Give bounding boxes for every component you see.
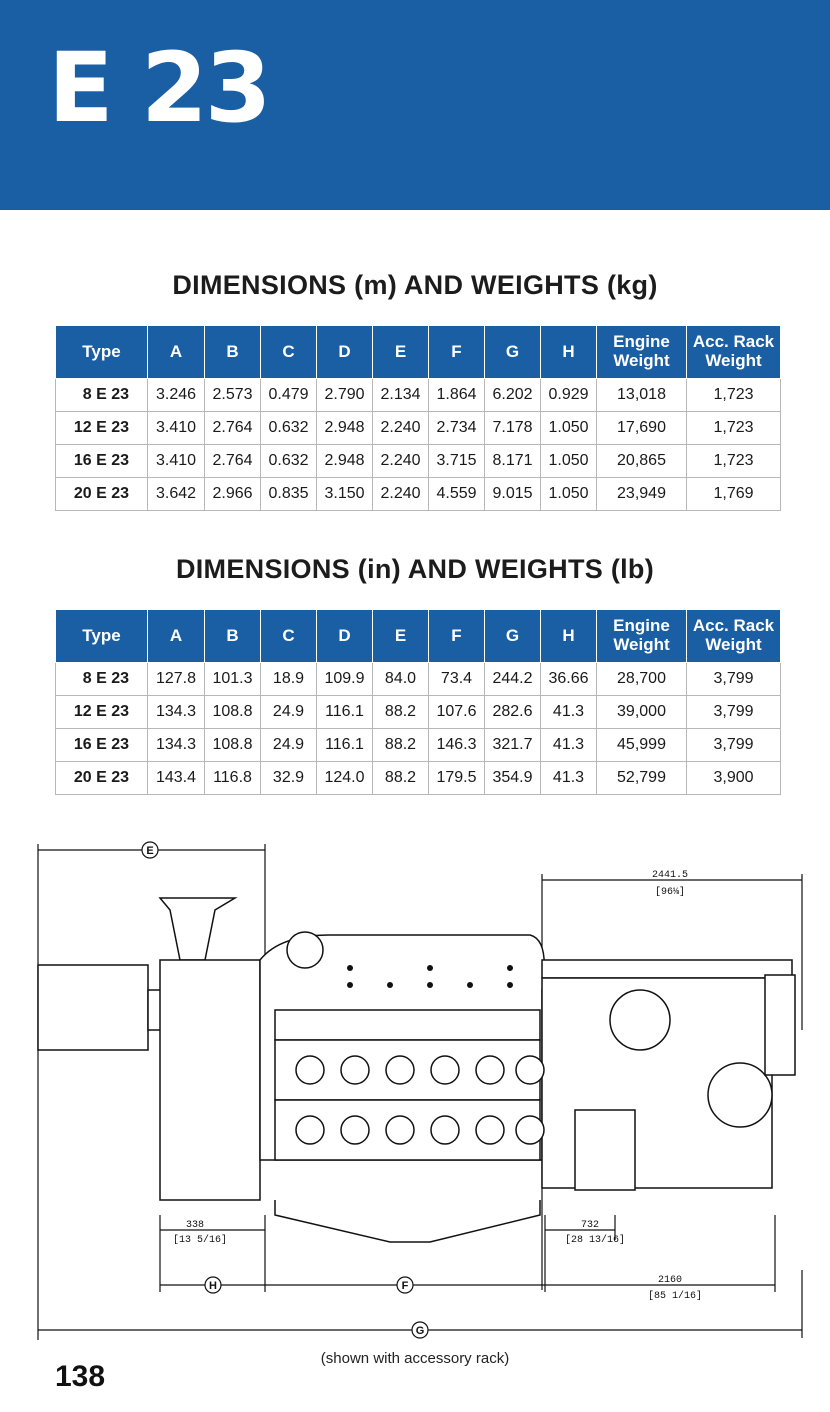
value-cell: 282.6 xyxy=(485,696,541,729)
value-cell: 41.3 xyxy=(541,729,597,762)
column-header: Type xyxy=(56,610,148,663)
value-cell: 52,799 xyxy=(597,762,687,795)
value-cell: 116.1 xyxy=(317,729,373,762)
value-cell: 23,949 xyxy=(597,478,687,511)
dimension-label-f: F xyxy=(401,1280,409,1292)
column-header: G xyxy=(485,326,541,379)
value-cell: 107.6 xyxy=(429,696,485,729)
value-cell: 2.948 xyxy=(317,445,373,478)
imperial-table-title: DIMENSIONS (in) AND WEIGHTS (lb) xyxy=(175,554,655,584)
value-cell: 84.0 xyxy=(373,663,429,696)
value-cell: 116.8 xyxy=(205,762,261,795)
value-cell: 3,900 xyxy=(687,762,781,795)
value-cell: 1.050 xyxy=(541,478,597,511)
value-cell: 3,799 xyxy=(687,696,781,729)
value-cell: 2.764 xyxy=(205,412,261,445)
value-cell: 109.9 xyxy=(317,663,373,696)
value-cell: 45,999 xyxy=(597,729,687,762)
column-header: G xyxy=(485,610,541,663)
value-cell: 1.864 xyxy=(429,379,485,412)
table-row xyxy=(56,762,781,795)
value-cell: 321.7 xyxy=(485,729,541,762)
value-cell: 41.3 xyxy=(541,696,597,729)
dimension-label-g: G xyxy=(415,1325,425,1337)
value-cell: 0.929 xyxy=(541,379,597,412)
column-header: A xyxy=(148,610,205,663)
column-header: F xyxy=(429,610,485,663)
column-header: Engine Weight xyxy=(597,326,687,379)
page-title: E 23 xyxy=(48,32,269,144)
table-row xyxy=(56,696,781,729)
engine-type-cell: 16 E 23 xyxy=(56,445,148,478)
value-cell: 127.8 xyxy=(148,663,205,696)
dimension-2160-in: [85 1/16] xyxy=(647,1291,703,1302)
value-cell: 1,769 xyxy=(687,478,781,511)
value-cell: 1,723 xyxy=(687,379,781,412)
engine-dimension-drawing xyxy=(30,830,810,1350)
value-cell: 2.966 xyxy=(205,478,261,511)
value-cell: 3,799 xyxy=(687,663,781,696)
value-cell: 6.202 xyxy=(485,379,541,412)
value-cell: 108.8 xyxy=(205,729,261,762)
value-cell: 1.050 xyxy=(541,412,597,445)
dimension-338: 338 xyxy=(185,1220,205,1231)
value-cell: 88.2 xyxy=(373,696,429,729)
value-cell: 2.134 xyxy=(373,379,429,412)
column-header: E xyxy=(373,326,429,379)
value-cell: 0.479 xyxy=(261,379,317,412)
value-cell: 2.948 xyxy=(317,412,373,445)
column-header: A xyxy=(148,326,205,379)
table-row xyxy=(56,729,781,762)
value-cell: 36.66 xyxy=(541,663,597,696)
value-cell: 3.410 xyxy=(148,412,205,445)
value-cell: 4.559 xyxy=(429,478,485,511)
column-header: H xyxy=(541,326,597,379)
value-cell: 3.246 xyxy=(148,379,205,412)
column-header: D xyxy=(317,610,373,663)
engine-type-cell: 12 E 23 xyxy=(56,696,148,729)
engine-type-cell: 12 E 23 xyxy=(56,412,148,445)
column-header: Type xyxy=(56,326,148,379)
column-header: C xyxy=(261,610,317,663)
value-cell: 20,865 xyxy=(597,445,687,478)
value-cell: 108.8 xyxy=(205,696,261,729)
value-cell: 2.240 xyxy=(373,478,429,511)
value-cell: 18.9 xyxy=(261,663,317,696)
column-header: Acc. Rack Weight xyxy=(687,326,781,379)
value-cell: 28,700 xyxy=(597,663,687,696)
value-cell: 41.3 xyxy=(541,762,597,795)
dimension-338-in: [13 5/16] xyxy=(172,1235,228,1246)
dimension-label-h: H xyxy=(209,1280,217,1292)
metric-table xyxy=(55,325,781,511)
value-cell: 101.3 xyxy=(205,663,261,696)
value-cell: 0.632 xyxy=(261,445,317,478)
value-cell: 2.240 xyxy=(373,412,429,445)
value-cell: 354.9 xyxy=(485,762,541,795)
value-cell: 2.790 xyxy=(317,379,373,412)
column-header: E xyxy=(373,610,429,663)
value-cell: 24.9 xyxy=(261,696,317,729)
column-header: B xyxy=(205,610,261,663)
dimension-label-e: E xyxy=(146,845,154,857)
engine-type-cell: 20 E 23 xyxy=(56,762,148,795)
value-cell: 2.764 xyxy=(205,445,261,478)
value-cell: 8.171 xyxy=(485,445,541,478)
value-cell: 24.9 xyxy=(261,729,317,762)
value-cell: 244.2 xyxy=(485,663,541,696)
value-cell: 1,723 xyxy=(687,412,781,445)
engine-outline xyxy=(38,898,795,1242)
imperial-table xyxy=(55,609,781,795)
dimension-2441-in: [96⅛] xyxy=(654,887,686,898)
value-cell: 143.4 xyxy=(148,762,205,795)
value-cell: 1.050 xyxy=(541,445,597,478)
value-cell: 134.3 xyxy=(148,696,205,729)
value-cell: 7.178 xyxy=(485,412,541,445)
value-cell: 32.9 xyxy=(261,762,317,795)
dimension-2160: 2160 xyxy=(657,1275,683,1286)
metric-table-title: DIMENSIONS (m) AND WEIGHTS (kg) xyxy=(172,270,658,300)
engine-type-cell: 8 E 23 xyxy=(56,379,148,412)
table-header-row xyxy=(56,610,781,663)
dimension-732-in: [28 13/16] xyxy=(564,1235,626,1246)
engine-type-cell: 16 E 23 xyxy=(56,729,148,762)
table-row xyxy=(56,478,781,511)
value-cell: 2.573 xyxy=(205,379,261,412)
column-header: B xyxy=(205,326,261,379)
value-cell: 13,018 xyxy=(597,379,687,412)
value-cell: 0.835 xyxy=(261,478,317,511)
column-header: Acc. Rack Weight xyxy=(687,610,781,663)
value-cell: 0.632 xyxy=(261,412,317,445)
value-cell: 3.715 xyxy=(429,445,485,478)
value-cell: 2.734 xyxy=(429,412,485,445)
table-row xyxy=(56,663,781,696)
drawing-caption: (shown with accessory rack) xyxy=(320,1350,510,1367)
table-row xyxy=(56,412,781,445)
column-header: F xyxy=(429,326,485,379)
header-banner xyxy=(0,0,830,210)
value-cell: 88.2 xyxy=(373,762,429,795)
value-cell: 3.150 xyxy=(317,478,373,511)
table-row xyxy=(56,379,781,412)
value-cell: 9.015 xyxy=(485,478,541,511)
table-row xyxy=(56,445,781,478)
value-cell: 17,690 xyxy=(597,412,687,445)
value-cell: 179.5 xyxy=(429,762,485,795)
column-header: D xyxy=(317,326,373,379)
column-header: Engine Weight xyxy=(597,610,687,663)
value-cell: 134.3 xyxy=(148,729,205,762)
column-header: C xyxy=(261,326,317,379)
engine-type-cell: 20 E 23 xyxy=(56,478,148,511)
value-cell: 3.410 xyxy=(148,445,205,478)
dimension-732: 732 xyxy=(580,1220,600,1231)
value-cell: 73.4 xyxy=(429,663,485,696)
value-cell: 1,723 xyxy=(687,445,781,478)
value-cell: 146.3 xyxy=(429,729,485,762)
table-header-row xyxy=(56,326,781,379)
value-cell: 116.1 xyxy=(317,696,373,729)
engine-type-cell: 8 E 23 xyxy=(56,663,148,696)
page-number: 138 xyxy=(55,1360,106,1393)
value-cell: 3.642 xyxy=(148,478,205,511)
value-cell: 2.240 xyxy=(373,445,429,478)
value-cell: 3,799 xyxy=(687,729,781,762)
value-cell: 88.2 xyxy=(373,729,429,762)
dimension-2441: 2441.5 xyxy=(651,870,689,881)
value-cell: 39,000 xyxy=(597,696,687,729)
value-cell: 124.0 xyxy=(317,762,373,795)
column-header: H xyxy=(541,610,597,663)
